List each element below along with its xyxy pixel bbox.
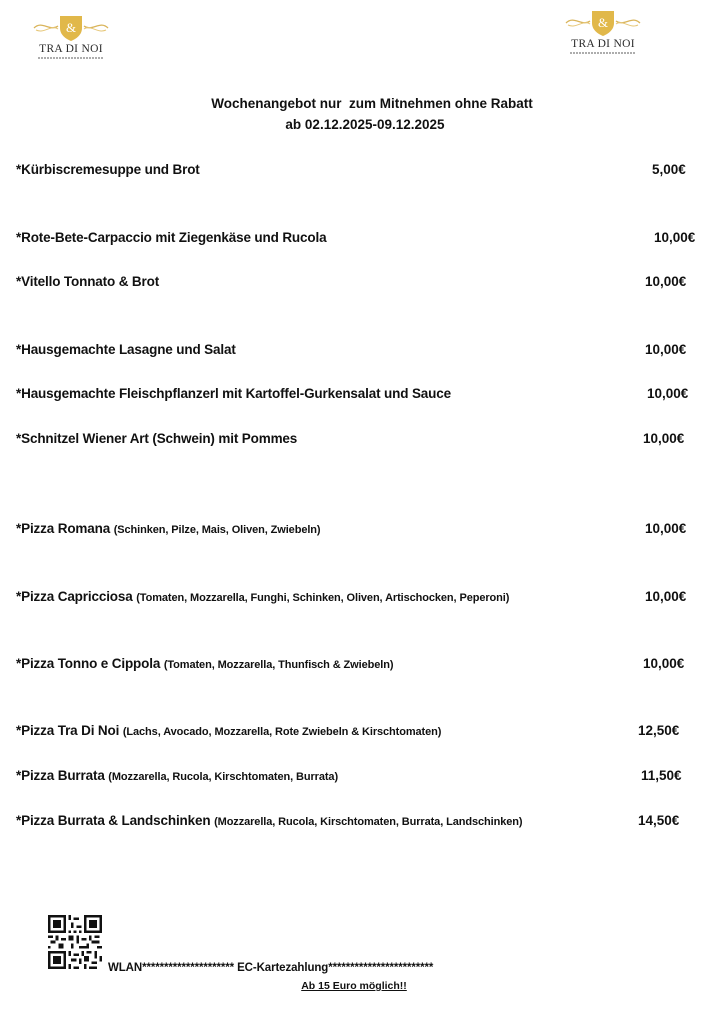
menu-item-price: 10,00€ xyxy=(647,386,689,401)
menu-item-price: 12,50€ xyxy=(638,723,680,738)
brand-tagline xyxy=(570,52,636,54)
menu-item-name: *Schnitzel Wiener Art (Schwein) mit Pommes xyxy=(16,431,298,446)
menu-item-price: 10,00€ xyxy=(654,230,696,245)
menu-item-name: *Vitello Tonnato & Brot xyxy=(16,274,160,289)
brand-name: TRA DI NOI xyxy=(571,38,635,50)
page-title: Wochenangebot nur zum Mitnehmen ohne Rabatt xyxy=(211,96,533,111)
menu-item-name: *Pizza Burrata (Mozzarella, Rucola, Kirschtomaten, Burrata) xyxy=(16,768,339,783)
brand-tagline xyxy=(38,57,104,59)
menu-item-name: *Pizza Burrata & Landschinken (Mozzarella, Rucola, Kirschtomaten, Burrata, Landschinken) xyxy=(16,813,523,828)
menu-item-price: 10,00€ xyxy=(645,521,687,536)
menu-item-price: 5,00€ xyxy=(652,162,686,177)
menu-item-price: 14,50€ xyxy=(638,813,680,828)
menu-item-price: 10,00€ xyxy=(645,274,687,289)
qr-code-icon[interactable] xyxy=(48,915,102,969)
menu-item-name: *Kürbiscremesuppe und Brot xyxy=(16,162,200,177)
menu-item-price: 10,00€ xyxy=(645,342,687,357)
menu-item-price: 10,00€ xyxy=(643,656,685,671)
crest-emblem-icon xyxy=(562,7,644,37)
crest-emblem-icon xyxy=(30,12,112,42)
menu-item-name: *Rote-Bete-Carpaccio mit Ziegenkäse und Rucola xyxy=(16,230,327,245)
menu-item-name: *Hausgemachte Lasagne und Salat xyxy=(16,342,236,357)
menu-item-price: 11,50€ xyxy=(641,768,682,783)
menu-item-name: *Pizza Tonno e Cippola (Tomaten, Mozzarella, Thunfisch & Zwiebeln) xyxy=(16,656,394,671)
card-payment-note: Ab 15 Euro möglich!! xyxy=(301,980,407,992)
menu-item-price: 10,00€ xyxy=(645,589,687,604)
svg-text:&: & xyxy=(65,20,77,35)
svg-text:&: & xyxy=(597,15,609,30)
menu-item-name: *Pizza Romana (Schinken, Pilze, Mais, Oliven, Zwiebeln) xyxy=(16,521,321,536)
menu-item-name: *Pizza Capricciosa (Tomaten, Mozzarella, Funghi, Schinken, Oliven, Artischocken, Peperoni) xyxy=(16,589,510,604)
date-range: ab 02.12.2025-09.12.2025 xyxy=(285,117,445,132)
payment-info: WLAN********************* EC-Kartezahlung************************ xyxy=(108,962,434,974)
logo-left xyxy=(30,12,112,58)
menu-item-price: 10,00€ xyxy=(643,431,685,446)
menu-item-name: *Pizza Tra Di Noi (Lachs, Avocado, Mozzarella, Rote Zwiebeln & Kirschtomaten) xyxy=(16,723,442,738)
brand-name: TRA DI NOI xyxy=(39,43,103,55)
menu-item-name: *Hausgemachte Fleischpflanzerl mit Kartoffel-Gurkensalat und Sauce xyxy=(16,386,451,401)
logo-right xyxy=(562,7,644,53)
